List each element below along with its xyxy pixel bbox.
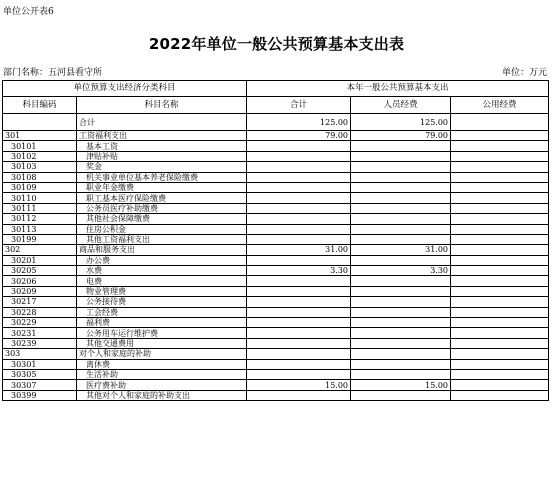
cell-personnel [351,307,451,317]
table-row [3,151,549,161]
cell-total [247,141,351,151]
cell-code: 30228 [3,307,77,317]
cell-name: 其他社会保障缴费 [77,214,247,224]
table-row [3,182,549,192]
cell-name: 商品和服务支出 [77,245,247,255]
cell-total [247,224,351,234]
cell-public [451,182,549,192]
header-column-row [3,97,549,114]
cell-code: 30399 [3,390,77,400]
cell-total: 79.00 [247,131,351,141]
cell-name: 职业年金缴费 [77,182,247,192]
cell-public [451,380,549,390]
cell-name: 工资福利支出 [77,131,247,141]
cell-personnel [351,328,451,338]
cell-public [451,286,549,296]
cell-public [451,318,549,328]
cell-personnel [351,255,451,265]
table-row [3,266,549,276]
cell-total [247,307,351,317]
cell-name: 电费 [77,276,247,286]
cell-total [247,359,351,369]
cell-name: 奖金 [77,162,247,172]
cell-code: 30110 [3,193,77,203]
cell-total: 15.00 [247,380,351,390]
cell-public [451,245,549,255]
cell-name: 公务员医疗补助缴费 [77,203,247,213]
table-row [3,359,549,369]
cell-name: 其他交通费用 [77,338,247,348]
cell-public [451,214,549,224]
table-row [3,307,549,317]
cell-public [451,193,549,203]
cell-code: 30305 [3,369,77,379]
cell-name: 其他工资福利支出 [77,234,247,244]
cell-code: 30201 [3,255,77,265]
cell-public [451,307,549,317]
unit-label: 单位：万元 [501,68,547,78]
cell-total: 3.30 [247,266,351,276]
cell-total [247,390,351,400]
cell-personnel [351,286,451,296]
cell-code: 301 [3,131,77,141]
cell-code: 30229 [3,318,77,328]
cell-public [451,359,549,369]
cell-code: 30206 [3,276,77,286]
table-row [3,214,549,224]
cell-name: 办公费 [77,255,247,265]
header-public: 公用经费 [451,97,549,114]
cell-personnel [351,172,451,182]
form-number: 单位公开表6 [3,7,54,17]
cell-code: 30217 [3,297,77,307]
cell-personnel [351,276,451,286]
cell-total [247,369,351,379]
table-row [3,369,549,379]
cell-code: 30113 [3,224,77,234]
cell-public [451,266,549,276]
cell-personnel [351,359,451,369]
cell-personnel [351,338,451,348]
cell-code: 302 [3,245,77,255]
cell-personnel [351,349,451,359]
cell-total [247,193,351,203]
header-code: 科目编码 [3,97,77,114]
table-row [3,162,549,172]
cell-name: 其他对个人和家庭的补助支出 [77,390,247,400]
cell-public [451,255,549,265]
cell-code: 30231 [3,328,77,338]
cell-public [451,131,549,141]
cell-name: 工会经费 [77,307,247,317]
cell-total [247,151,351,161]
cell-public [451,141,549,151]
cell-total [247,286,351,296]
cell-name: 物业管理费 [77,286,247,296]
cell-total [247,214,351,224]
page-title: 2022年单位一般公共预算基本支出表 [148,35,405,53]
cell-personnel [351,297,451,307]
table-row [3,193,549,203]
table-row [3,255,549,265]
cell-personnel [351,318,451,328]
cell-total [247,182,351,192]
header-group-row [3,81,549,97]
cell-code: 30239 [3,338,77,348]
cell-total [247,203,351,213]
table-row [3,328,549,338]
cell-personnel [351,224,451,234]
cell-public [451,151,549,161]
table-row [3,338,549,348]
cell-personnel [351,234,451,244]
cell-code: 30101 [3,141,77,151]
cell-public [451,234,549,244]
cell-public [451,114,549,131]
cell-total [247,162,351,172]
cell-total [247,338,351,348]
cell-personnel: 15.00 [351,380,451,390]
total-row [3,114,549,131]
cell-name: 公务接待费 [77,297,247,307]
cell-code: 30112 [3,214,77,224]
cell-public [451,390,549,400]
cell-personnel [351,369,451,379]
cell-code: 30307 [3,380,77,390]
cell-personnel: 79.00 [351,131,451,141]
cell-code: 303 [3,349,77,359]
cell-public [451,328,549,338]
cell-public [451,369,549,379]
cell-public [451,338,549,348]
cell-name: 公务用车运行维护费 [77,328,247,338]
cell-name: 津贴补贴 [77,151,247,161]
cell-code: 30103 [3,162,77,172]
cell-personnel [351,203,451,213]
cell-personnel [351,193,451,203]
cell-total [247,172,351,182]
cell-name: 机关事业单位基本养老保险缴费 [77,172,247,182]
table-row [3,245,549,255]
cell-total [247,255,351,265]
cell-name: 对个人和家庭的补助 [77,349,247,359]
header-total: 合计 [247,97,351,114]
cell-public [451,203,549,213]
cell-total [247,276,351,286]
header-personnel: 人员经费 [351,97,451,114]
cell-personnel: 31.00 [351,245,451,255]
cell-personnel [351,141,451,151]
cell-name: 基本工资 [77,141,247,151]
cell-public [451,297,549,307]
cell-personnel [351,151,451,161]
table-row [3,234,549,244]
cell-name: 职工基本医疗保险缴费 [77,193,247,203]
cell-total [247,318,351,328]
table-row [3,203,549,213]
table-row [3,286,549,296]
cell-code: 30209 [3,286,77,296]
cell-code: 30108 [3,172,77,182]
table-row [3,297,549,307]
header-basic-expenditure: 本年一般公共预算基本支出 [247,81,549,97]
cell-personnel: 3.30 [351,266,451,276]
cell-name: 住房公积金 [77,224,247,234]
header-name: 科目名称 [77,97,247,114]
cell-personnel [351,390,451,400]
table-row [3,318,549,328]
header-economic-classification: 单位预算支出经济分类科目 [3,81,247,97]
cell-total: 125.00 [247,114,351,131]
cell-total [247,297,351,307]
cell-personnel [351,214,451,224]
cell-public [451,276,549,286]
cell-total [247,234,351,244]
table-row [3,131,549,141]
cell-code: 30109 [3,182,77,192]
cell-name: 医疗费补助 [77,380,247,390]
cell-code: 30301 [3,359,77,369]
cell-name: 生活补助 [77,369,247,379]
table-row [3,276,549,286]
cell-code: 30102 [3,151,77,161]
cell-name: 离休费 [77,359,247,369]
cell-public [451,349,549,359]
table-row [3,390,549,400]
cell-public [451,162,549,172]
cell-personnel [351,182,451,192]
table-row [3,224,549,234]
cell-total [247,349,351,359]
cell-name: 合计 [77,114,247,131]
cell-name: 水费 [77,266,247,276]
table-row [3,349,549,359]
cell-total [247,328,351,338]
cell-code: 30111 [3,203,77,213]
cell-name: 福利费 [77,318,247,328]
cell-code: 30199 [3,234,77,244]
budget-table [2,80,549,401]
table-row [3,141,549,151]
cell-personnel: 125.00 [351,114,451,131]
cell-personnel [351,162,451,172]
table-row [3,380,549,390]
cell-total: 31.00 [247,245,351,255]
cell-public [451,172,549,182]
table-row [3,172,549,182]
department-label: 部门名称：五河县看守所 [3,68,103,78]
cell-code: 30205 [3,266,77,276]
cell-public [451,224,549,234]
cell-code [3,114,77,131]
